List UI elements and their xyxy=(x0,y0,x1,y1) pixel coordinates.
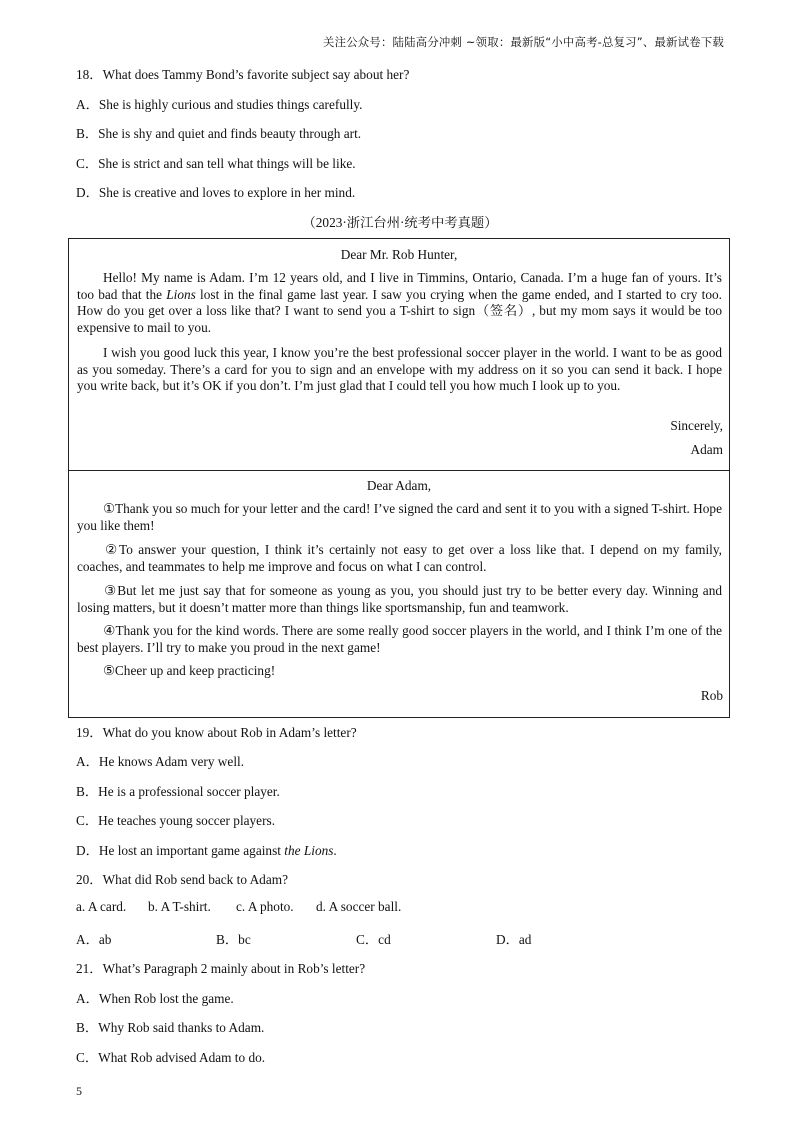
letter2-p2-text: ②To answer your question, I think it’s certainly not easy to get over a loss like that. I depend on my family, coaches, and teammates to help me improve and focus on what I can control. xyxy=(77,542,722,574)
q19-option-d-lions: the Lions xyxy=(284,843,334,858)
q20-options xyxy=(76,929,531,948)
question-21: 21．What’s Paragraph 2 mainly about in Rob’s letter? xyxy=(76,961,366,976)
page-number: 5 xyxy=(76,1084,82,1098)
page-header: 关注公众号：陆陆高分冲刺 ~领取：最新版“小中高考-总复习”、最新试卷下载 xyxy=(323,35,724,49)
letter2-signature: Rob xyxy=(700,688,723,703)
q20-item-c: c. A photo. xyxy=(236,899,294,914)
q20-option-d: D．ad xyxy=(496,932,532,947)
letter1-paragraph-1 xyxy=(77,270,722,337)
letter1-salutation: Dear Mr. Rob Hunter, xyxy=(340,247,458,262)
q19-option-d-end: . xyxy=(333,843,337,858)
q18-option-a: A．She is highly curious and studies things carefully. xyxy=(76,97,363,112)
q20-item-b: b. A T-shirt. xyxy=(148,899,211,914)
letter2-p1-text: ①Thank you so much for your letter and the card! I’ve signed the card and sent it to you with a signed T-shirt. Hope you like them! xyxy=(77,501,722,533)
q20-item-d: d. A soccer ball. xyxy=(316,899,402,914)
q20-items xyxy=(76,899,401,915)
q20-option-a: A．ab xyxy=(76,932,112,947)
q18-option-b: B．She is shy and quiet and finds beauty through art. xyxy=(76,126,362,141)
question-18: 18．What does Tammy Bond’s favorite subject say about her? xyxy=(76,67,410,82)
letter1-closing: Sincerely, xyxy=(670,418,723,433)
q19-option-c: C．He teaches young soccer players. xyxy=(76,813,276,828)
letter1-signature: Adam xyxy=(690,442,723,457)
q20-item-a: a. A card. xyxy=(76,899,127,914)
q18-option-c: C．She is strict and san tell what things will be like. xyxy=(76,156,356,171)
letter2-p3-text: ③But let me just say that for someone as young as you, you should just try to be better every day. Winning and losing matters, but it doesn’t matter more than things like sportsmanship, fun and teamwork. xyxy=(77,583,722,615)
q20-option-b: B．bc xyxy=(216,932,251,947)
letter1-p2-text: I wish you good luck this year, I know you’re the best professional soccer player in the world. I want to be as good as you someday. There’s a card for you to sign and an envelope with my address on it so you can send it back. I hope you write back, but it’s OK if you don’t. I’m just glad that I could tell you how much I look up to you. xyxy=(77,345,722,394)
letter1-paragraph-2 xyxy=(77,345,722,395)
letter2-paragraph-3 xyxy=(77,583,722,616)
letter2-paragraph-4 xyxy=(77,623,722,656)
letter1-p1-text-b: lost in the final game last year. I saw you crying when the game ended, and I started to cry too. How do you get over a loss like that? I want to send you a T-shirt to sign（签名）, but my mom says it would be too expensive to mail to you. xyxy=(77,286,722,336)
q19-option-a: A．He knows Adam very well. xyxy=(76,754,245,769)
letter2-paragraph-5 xyxy=(77,663,722,680)
q21-option-b: B．Why Rob said thanks to Adam. xyxy=(76,1020,265,1035)
question-20: 20．What did Rob send back to Adam? xyxy=(76,872,288,887)
q18-option-d: D．She is creative and loves to explore in her mind. xyxy=(76,185,356,200)
letter2-salutation: Dear Adam, xyxy=(366,478,432,493)
letter2-p5-text: ⑤Cheer up and keep practicing! xyxy=(103,663,276,678)
q19-option-b: B．He is a professional soccer player. xyxy=(76,784,280,799)
q19-option-d xyxy=(76,840,337,859)
letter2-p4-text: ④Thank you for the kind words. There are some really good soccer players in the world, and I think I’m one of the best players. I’ll try to make you proud in the next game! xyxy=(77,623,722,655)
source-note: （2023·浙江台州·统考中考真题） xyxy=(302,215,498,230)
question-19: 19．What do you know about Rob in Adam’s letter? xyxy=(76,725,357,740)
letter2-paragraph-1 xyxy=(77,501,722,534)
q19-option-d-text: D．He lost an important game against xyxy=(76,843,285,858)
q20-option-c: C．cd xyxy=(356,932,391,947)
letter1-p1-lions: Lions xyxy=(166,286,196,302)
rob-letter-box xyxy=(68,470,730,718)
letter2-paragraph-2 xyxy=(77,542,722,575)
adam-letter-box xyxy=(68,238,730,471)
q21-option-c: C．What Rob advised Adam to do. xyxy=(76,1050,266,1065)
q21-option-a: A．When Rob lost the game. xyxy=(76,991,234,1006)
letter1-p1-text-a: Hello! My name is Adam. I’m 12 years old, and I live in Timmins, Ontario, Canada. I’m a huge fan of yours. It’s too bad that the xyxy=(77,270,722,302)
